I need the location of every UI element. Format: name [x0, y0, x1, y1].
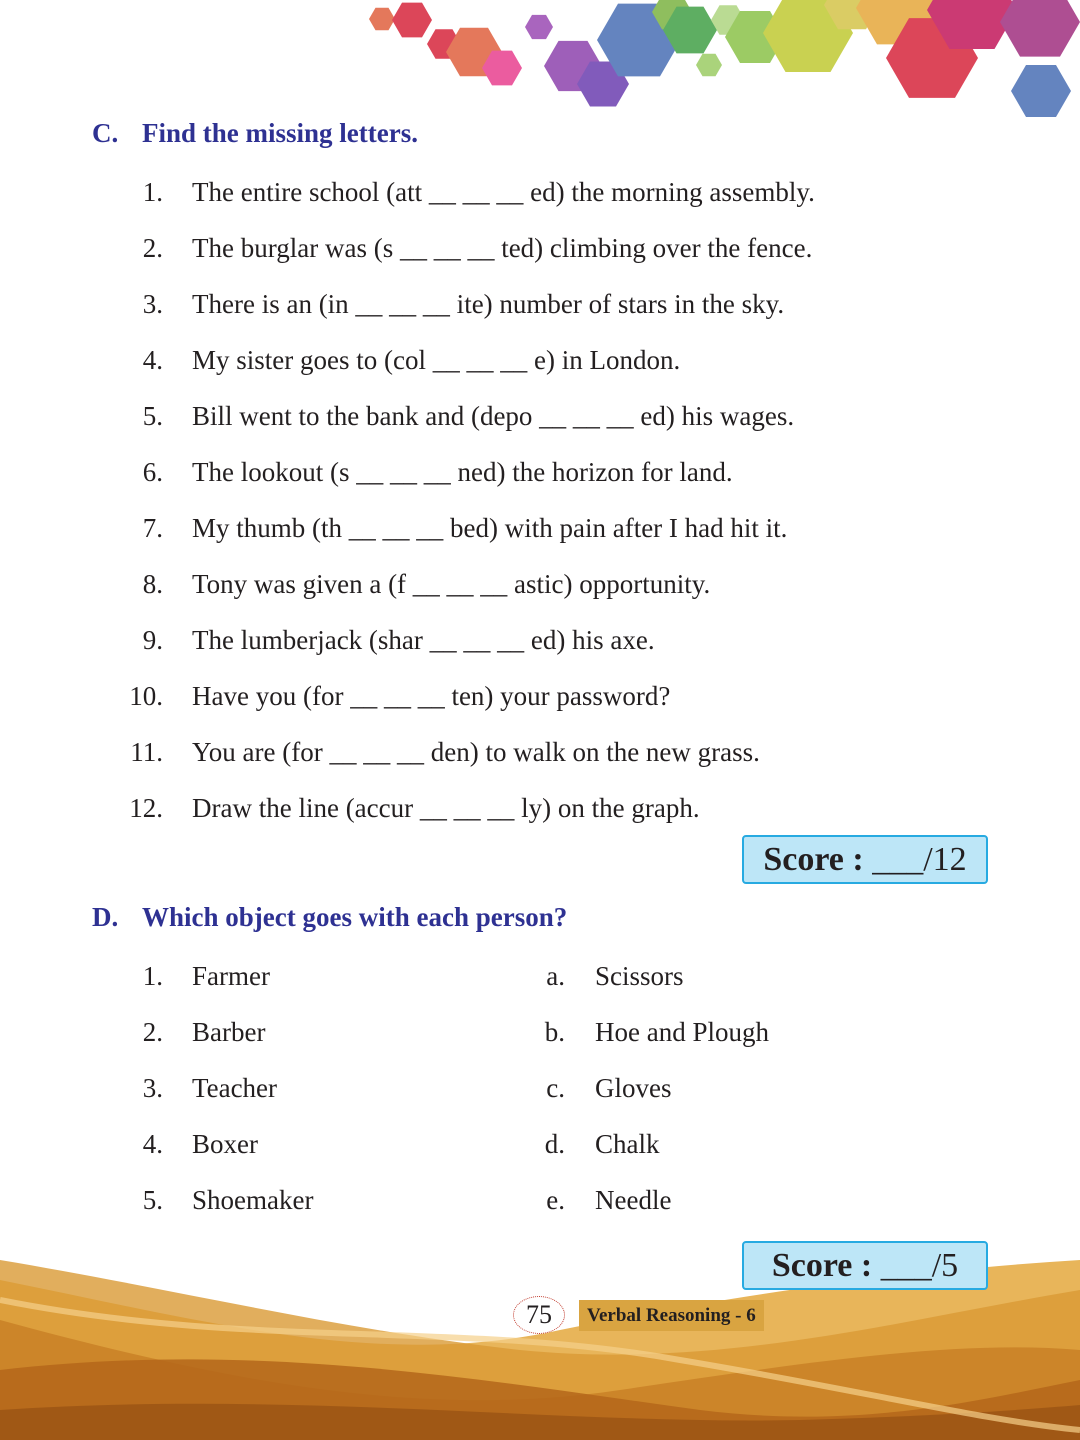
- object-name: Gloves: [595, 1073, 672, 1103]
- item-text: Bill went to the bank and (depo __ __ __ ed) his wages.: [192, 401, 795, 431]
- item-letter: c.: [546, 1073, 565, 1103]
- score-value: ___/12: [872, 841, 967, 878]
- item-text: The lookout (s __ __ __ ned) the horizon for land.: [192, 457, 733, 487]
- person-name: Shoemaker: [192, 1185, 314, 1215]
- object-name: Scissors: [595, 961, 684, 991]
- item-number: 8.: [142, 569, 163, 599]
- item-text: There is an (in __ __ __ ite) number of stars in the sky.: [192, 289, 785, 319]
- section-c-title: Find the missing letters.: [142, 118, 418, 148]
- person-name: Farmer: [192, 961, 270, 991]
- person-name: Boxer: [192, 1129, 258, 1159]
- item-number: 1.: [142, 961, 163, 991]
- section-c-heading: [92, 118, 418, 149]
- item-letter: a.: [546, 961, 565, 991]
- item-number: 10.: [129, 681, 163, 711]
- item-number: 3.: [142, 1073, 163, 1103]
- hexagon-header-decoration: [0, 0, 1080, 125]
- section-d-heading: [92, 902, 567, 933]
- item-number: 12.: [129, 793, 163, 823]
- section-d-title: Which object goes with each person?: [142, 902, 568, 932]
- object-name: Chalk: [595, 1129, 660, 1159]
- object-name: Needle: [595, 1185, 672, 1215]
- item-number: 1.: [142, 177, 163, 207]
- item-text: My thumb (th __ __ __ bed) with pain after I had hit it.: [192, 513, 788, 543]
- item-number: 5.: [142, 1185, 163, 1215]
- item-number: 11.: [130, 737, 163, 767]
- person-name: Teacher: [192, 1073, 278, 1103]
- section-d-letter: D.: [92, 902, 119, 932]
- item-number: 7.: [142, 513, 163, 543]
- score-value: ___/5: [880, 1247, 959, 1284]
- item-number: 9.: [142, 625, 163, 655]
- book-title-tag: Verbal Reasoning - 6: [579, 1300, 764, 1331]
- item-number: 4.: [142, 1129, 163, 1159]
- item-number: 5.: [142, 401, 163, 431]
- item-number: 4.: [142, 345, 163, 375]
- score-box-d: [742, 1241, 988, 1290]
- page-number: 75: [513, 1296, 565, 1334]
- item-letter: b.: [544, 1017, 565, 1047]
- section-c-letter: C.: [92, 118, 119, 148]
- person-name: Barber: [192, 1017, 266, 1047]
- score-box-c: [742, 835, 988, 884]
- item-number: 6.: [142, 457, 163, 487]
- item-text: Draw the line (accur __ __ __ ly) on the graph.: [192, 793, 700, 823]
- item-letter: d.: [544, 1129, 565, 1159]
- item-text: The entire school (att __ __ __ ed) the morning assembly.: [192, 177, 815, 207]
- score-label: Score :: [771, 1247, 873, 1284]
- item-text: My sister goes to (col __ __ __ e) in London.: [192, 345, 681, 375]
- item-text: Tony was given a (f __ __ __ astic) opportunity.: [192, 569, 711, 599]
- item-letter: e.: [546, 1185, 565, 1215]
- item-text: You are (for __ __ __ den) to walk on the new grass.: [192, 737, 760, 767]
- item-text: The burglar was (s __ __ __ ted) climbing over the fence.: [192, 233, 813, 263]
- item-number: 2.: [142, 233, 163, 263]
- item-number: 3.: [142, 289, 163, 319]
- score-label: Score :: [763, 841, 864, 878]
- item-number: 2.: [142, 1017, 163, 1047]
- item-text: Have you (for __ __ __ ten) your password?: [192, 681, 671, 711]
- object-name: Hoe and Plough: [595, 1017, 769, 1047]
- item-text: The lumberjack (shar __ __ __ ed) his axe.: [192, 625, 655, 655]
